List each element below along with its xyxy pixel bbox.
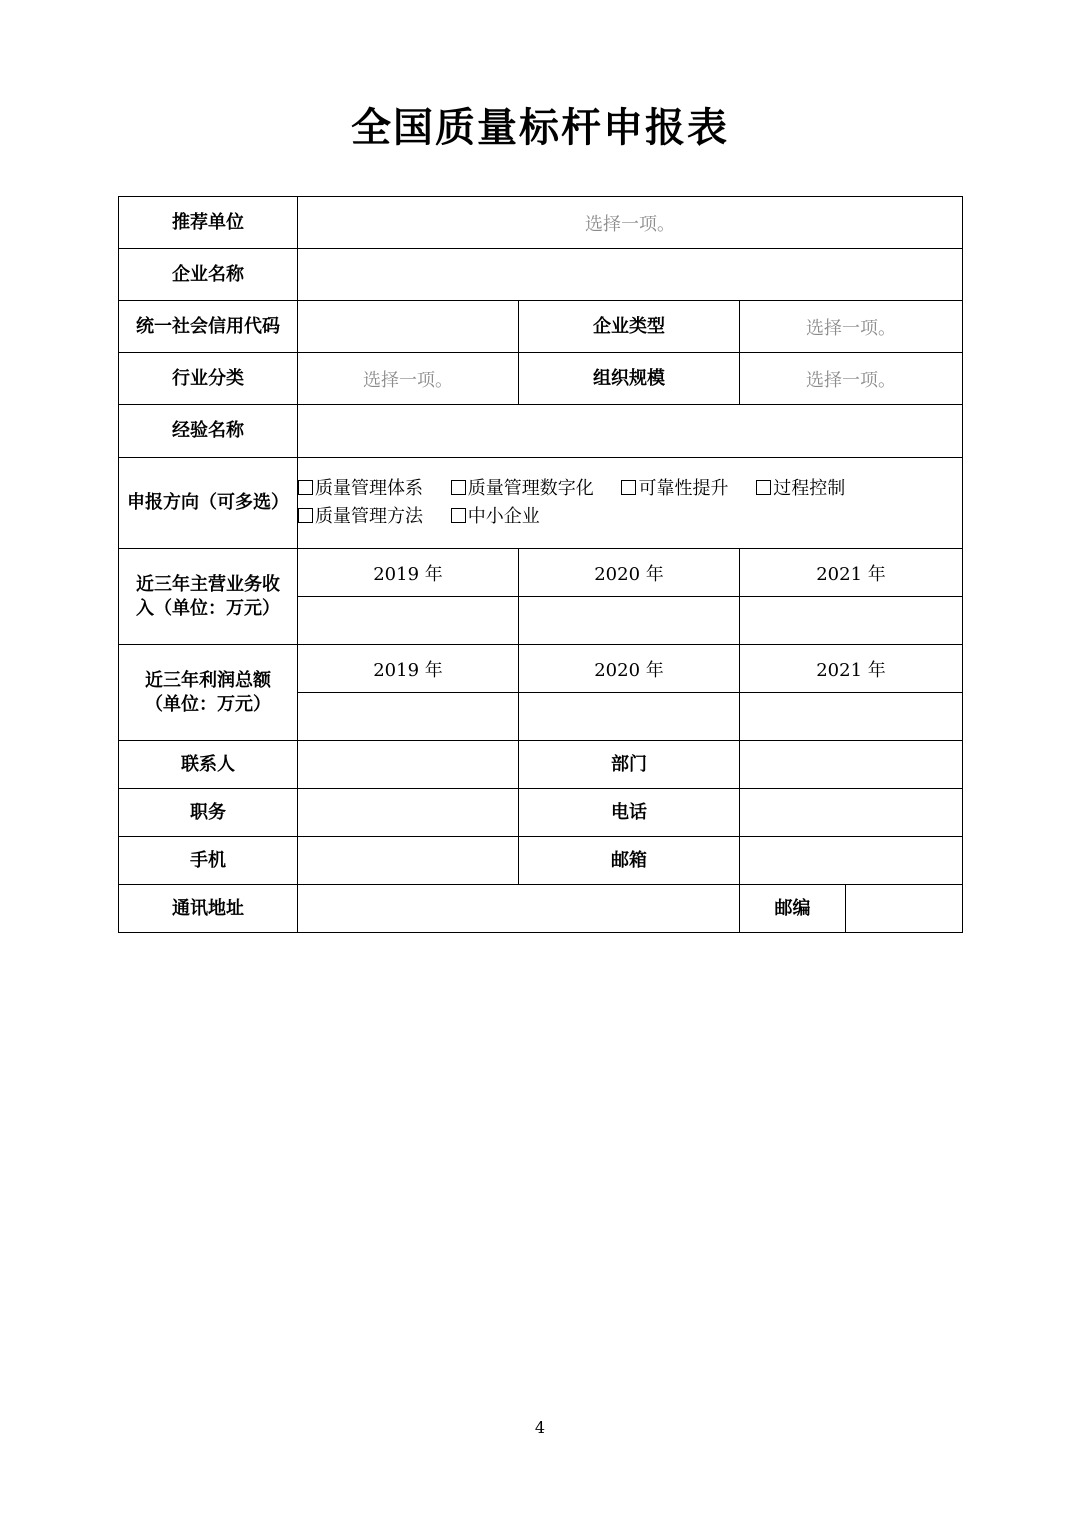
row-contact	[119, 741, 963, 789]
page-title: 全国质量标杆申报表	[351, 104, 729, 151]
row-recommender	[119, 197, 963, 249]
checkbox-icon[interactable]	[756, 480, 771, 495]
address-label: 通讯地址	[119, 885, 298, 933]
option-quality-management-method[interactable]: 质量管理方法	[298, 503, 423, 531]
profit-year-2021: 2021 年	[740, 645, 963, 693]
profit-year-2020: 2020 年	[519, 645, 740, 693]
revenue-year-2021: 2021 年	[740, 549, 963, 597]
row-experience-name	[119, 405, 963, 458]
credit-code-label: 统一社会信用代码	[119, 301, 298, 353]
recommender-select[interactable]: 选择一项。	[298, 197, 963, 249]
industry-label: 行业分类	[119, 353, 298, 405]
company-type-label: 企业类型	[519, 301, 740, 353]
recommender-label: 推荐单位	[119, 197, 298, 249]
experience-name-label: 经验名称	[119, 405, 298, 458]
department-field[interactable]	[740, 741, 963, 789]
row-direction	[119, 458, 963, 549]
position-field[interactable]	[298, 789, 519, 837]
experience-name-field[interactable]	[298, 405, 963, 458]
contact-label: 联系人	[119, 741, 298, 789]
application-form-table	[118, 196, 963, 933]
checkbox-icon[interactable]	[621, 480, 636, 495]
profit-2020-field[interactable]	[519, 693, 740, 741]
option-process-control[interactable]: 过程控制	[756, 475, 845, 503]
company-name-label: 企业名称	[119, 249, 298, 301]
option-sme[interactable]: 中小企业	[451, 503, 540, 531]
revenue-year-2020: 2020 年	[519, 549, 740, 597]
row-mobile	[119, 837, 963, 885]
org-scale-label: 组织规模	[519, 353, 740, 405]
contact-field[interactable]	[298, 741, 519, 789]
revenue-2020-field[interactable]	[519, 597, 740, 645]
option-quality-digitalization[interactable]: 质量管理数字化	[451, 475, 594, 503]
direction-options	[298, 458, 963, 549]
checkbox-icon[interactable]	[298, 480, 313, 495]
row-position	[119, 789, 963, 837]
option-reliability-improvement[interactable]: 可靠性提升	[621, 475, 728, 503]
revenue-year-2019: 2019 年	[298, 549, 519, 597]
row-industry	[119, 353, 963, 405]
company-type-select[interactable]: 选择一项。	[740, 301, 963, 353]
page-number: 4	[534, 1418, 546, 1437]
email-label: 邮箱	[519, 837, 740, 885]
email-field[interactable]	[740, 837, 963, 885]
org-scale-select[interactable]: 选择一项。	[740, 353, 963, 405]
option-quality-management-system[interactable]: 质量管理体系	[298, 475, 423, 503]
postcode-field[interactable]	[846, 885, 963, 933]
profit-label: 近三年利润总额（单位：万元）	[119, 645, 298, 741]
row-address	[119, 885, 963, 933]
profit-year-2019: 2019 年	[298, 645, 519, 693]
checkbox-icon[interactable]	[298, 508, 313, 523]
mobile-field[interactable]	[298, 837, 519, 885]
row-credit-code	[119, 301, 963, 353]
position-label: 职务	[119, 789, 298, 837]
row-revenue-years	[119, 549, 963, 597]
revenue-2019-field[interactable]	[298, 597, 519, 645]
revenue-label: 近三年主营业务收入（单位：万元）	[119, 549, 298, 645]
direction-label: 申报方向（可多选）	[119, 458, 298, 549]
phone-label: 电话	[519, 789, 740, 837]
checkbox-icon[interactable]	[451, 480, 466, 495]
department-label: 部门	[519, 741, 740, 789]
credit-code-field[interactable]	[298, 301, 519, 353]
checkbox-icon[interactable]	[451, 508, 466, 523]
phone-field[interactable]	[740, 789, 963, 837]
profit-2019-field[interactable]	[298, 693, 519, 741]
profit-2021-field[interactable]	[740, 693, 963, 741]
postcode-label: 邮编	[740, 885, 846, 933]
row-profit-years	[119, 645, 963, 693]
company-name-field[interactable]	[298, 249, 963, 301]
address-field[interactable]	[298, 885, 740, 933]
revenue-2021-field[interactable]	[740, 597, 963, 645]
industry-select[interactable]: 选择一项。	[298, 353, 519, 405]
row-company-name	[119, 249, 963, 301]
mobile-label: 手机	[119, 837, 298, 885]
